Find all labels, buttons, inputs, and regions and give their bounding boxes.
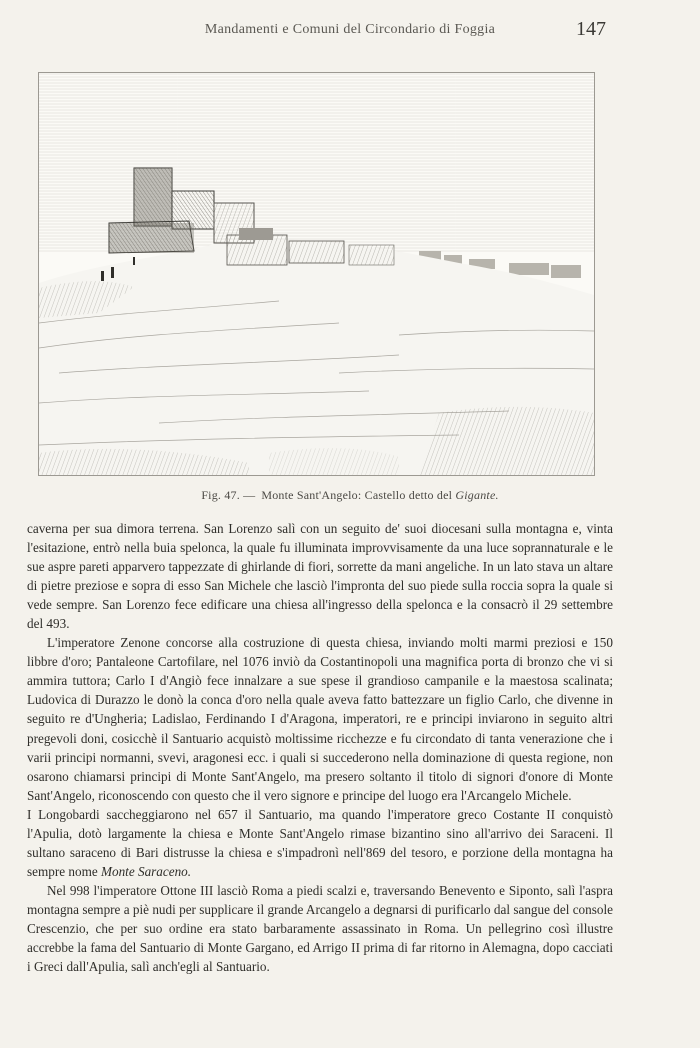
running-title: Mandamenti e Comuni del Circondario di Foggia xyxy=(204,22,496,37)
italic-phrase: Monte Saraceno. xyxy=(100,863,192,879)
caption-italic: Gigante. xyxy=(455,488,499,502)
engraving-figure xyxy=(38,72,595,476)
body-text xyxy=(27,519,613,976)
caption-text: Monte Sant'Angelo: Castello detto del xyxy=(261,488,453,502)
caption-label: Fig. 47. — xyxy=(201,488,256,502)
page-header xyxy=(0,18,700,48)
page-number: 147 xyxy=(576,18,606,40)
paragraph-text: I Longobardi saccheggiarono nel 657 il Santuario, ma quando l'imperatore greco Costante II conquistò l'Apulia, dotò largamente la chiesa e Monte Sant'Angelo rimase bizantino sino all'arrivo dei Saraceni. Il sultano saraceno di Bari distrusse la chiesa e s'impadronì nell'869 del tesoro, e porzione della montagna ha sempre nome xyxy=(27,806,613,879)
figure-caption xyxy=(0,488,700,503)
paragraph: Nel 998 l'imperatore Ottone III lasciò Roma a piedi scalzi e, traversando Benevento e Siponto, salì l'aspra montagna sempre a piè nudi per supplicare il grande Arcangelo a degnarsi di purificarlo dal sangue del console Crescenzio, che per suo ordine era stato barbaramente assassinato in Roma. Un pellegrino così illustre accrebbe la fama del Santuario di Monte Gargano, ed Arrigo II prima di far ritorno in Alemagna, dopo cacciati i Greci dall'Apulia, salì anch'egli al Santuario. xyxy=(27,882,613,975)
paragraph xyxy=(27,805,613,881)
engraving-mountain-castle-snow-icon xyxy=(39,73,594,475)
paragraph: L'imperatore Zenone concorse alla costruzione di questa chiesa, inviando molti marmi preziosi e 150 libbre d'oro; Pantaleone Cartofilare, nel 1076 inviò da Costantinopoli una magnifica porta di bronzo che vi si ammira tuttora; Carlo I d'Angiò fece innalzare a sue spese il grandioso campanile e la maestosa scalinata; Ludovica di Durazzo le donò la conca d'oro nella quale aveva fatto battezzare un figlio Carlo, che divenne in seguito re d'Ungheria; Ladislao, Ferdinando I d'Aragona, imperatori, re e principi inviarono in seguito altri pregevoli doni, cosicchè il Santuario acquistò moltissime ricchezze e fu circondato di tanta venerazione che i varii principi normanni, svevi, aragonesi ecc. i quali si succederono nella dominazione di questa regione, non osarono chiamarsi principi di Monte Sant'Angelo, ma presero soltanto il titolo di signori d'onore di Monte Sant'Angelo, riconoscendo con questo che il vero signore e principe del luogo era l'Arcangelo Michele. xyxy=(27,635,613,803)
paragraph: caverna per sua dimora terrena. San Lorenzo salì con un seguito de' suoi diocesani sulla montagna e, vinta l'esitazione, entrò nella buia spelonca, la quale fu illuminata improvvisamente da una luce soprannaturale e le sue aspre pareti apparvero tappezzate di ghirlande di fiori, sorrette da mani angeliche. In un lato stava un altare di pietre preziose e sopra di esso San Michele che lasciò l'impronta del suo piede sulla roccia sopra la quale si vede sempre. San Lorenzo fece edificare una chiesa all'ingresso della spelonca e la consacrò il 29 settembre del 493. xyxy=(27,521,613,632)
